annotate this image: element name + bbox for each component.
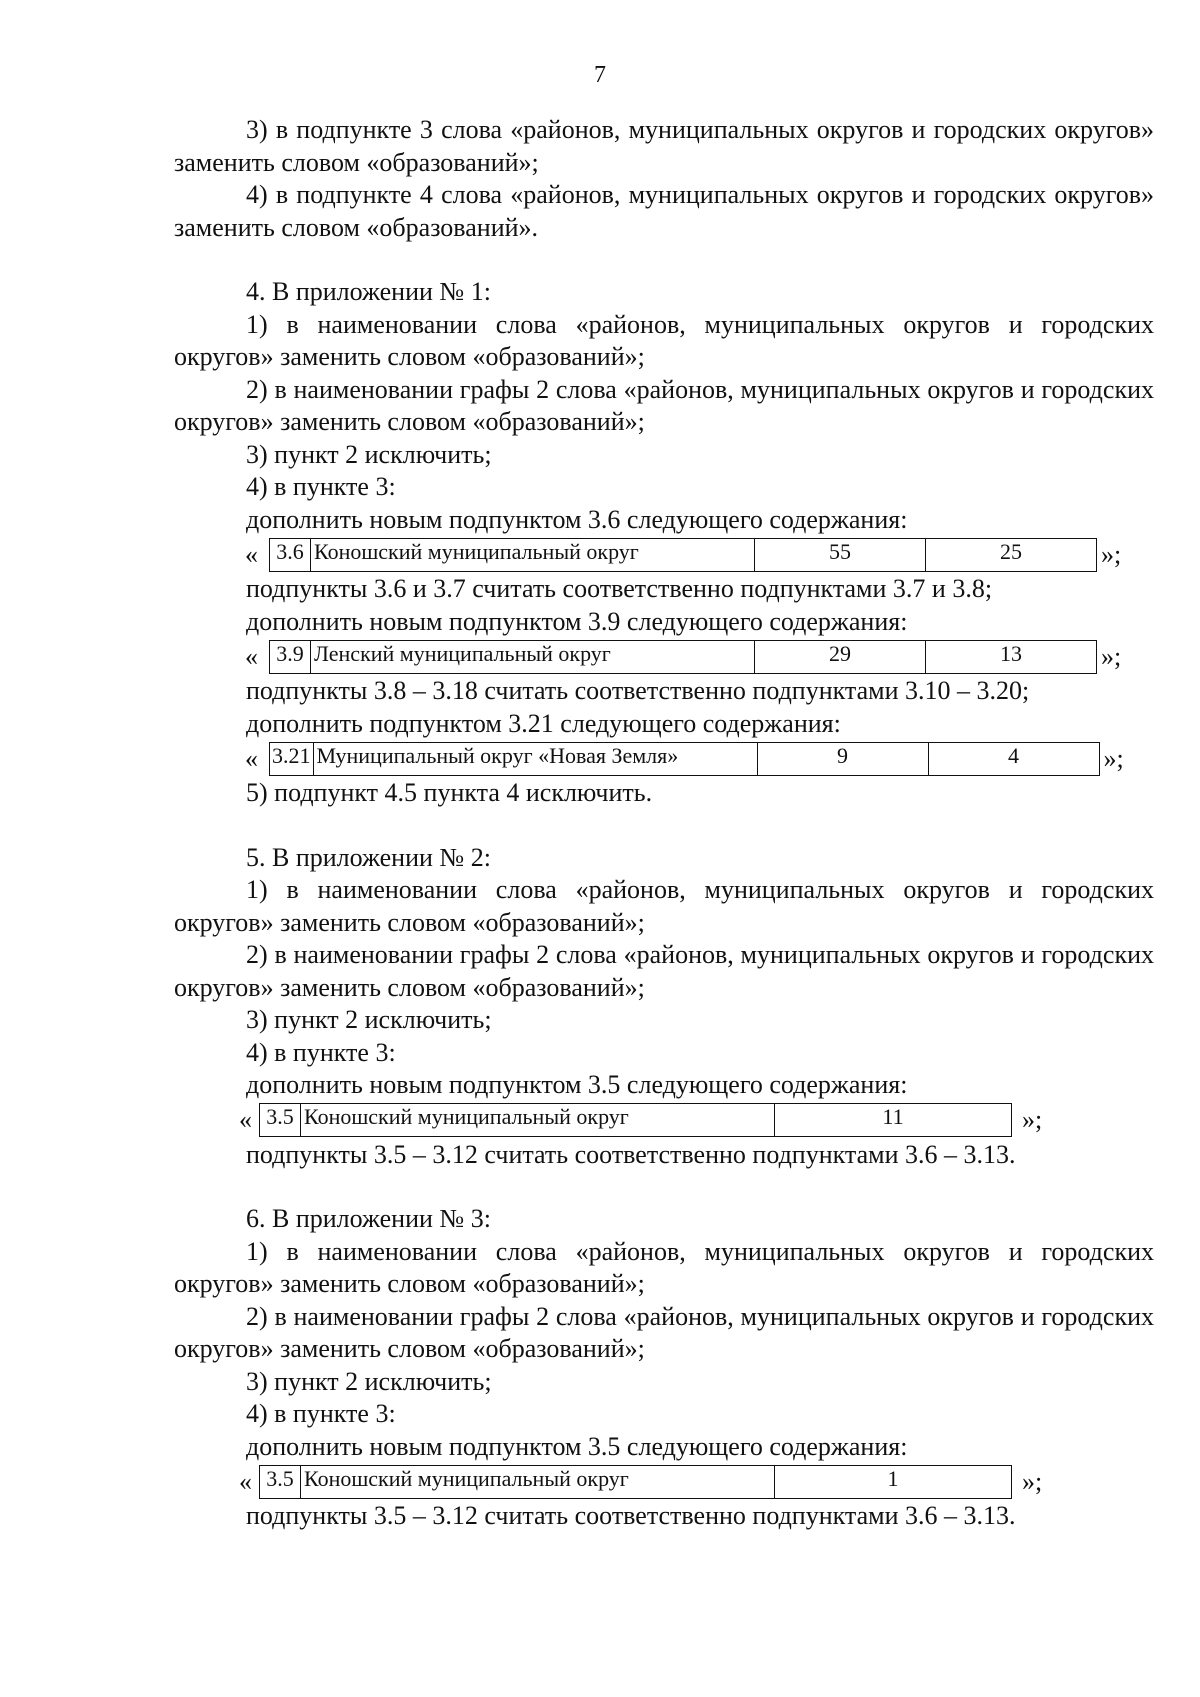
page-number: 7: [594, 62, 606, 88]
section-6-add-3-5: дополнить новым подпунктом 3.5 следующего содержания:: [246, 1431, 908, 1461]
section-6-heading: 6. В приложении № 3:: [246, 1204, 491, 1233]
open-quote: «: [245, 641, 258, 671]
close-quote: »;: [1103, 743, 1124, 773]
open-quote: «: [239, 1105, 252, 1134]
section-4-item-3: 3) пункт 2 исключить;: [246, 439, 492, 469]
section-6-item-1: 1) в наименовании слова «районов, муниципальных округов и городских округов» заменить словом «образований»;: [174, 1236, 1154, 1298]
open-quote: «: [245, 539, 258, 569]
row-value-2: 4: [928, 742, 1099, 775]
close-quote: »;: [1022, 1105, 1043, 1134]
section-6-item-2: 2) в наименовании графы 2 слова «районов, муниципальных округов и городских округов» заменить словом «образований»;: [174, 1301, 1154, 1363]
open-quote: «: [239, 1466, 252, 1496]
open-quote: «: [245, 743, 258, 773]
section-5-item-3: 3) пункт 2 исключить;: [246, 1005, 492, 1034]
section-4-item-1: 1) в наименовании слова «районов, муниципальных округов и городских округов» заменить словом «образований»;: [174, 309, 1154, 371]
inserted-row-3-21: [245, 741, 1154, 776]
row-number: 3.5: [260, 1104, 301, 1137]
section-4-add-3-6: дополнить новым подпунктом 3.6 следующего содержания:: [246, 504, 908, 534]
table-row-3-6: [269, 538, 1097, 572]
row-value-2: 13: [926, 640, 1097, 673]
section-4-renumber-2: подпункты 3.8 – 3.18 считать соответственно подпунктами 3.10 – 3.20;: [246, 676, 1030, 705]
table-row-3-21: [269, 742, 1100, 776]
paragraph-3-subitem-3: 3) в подпункте 3 слова «районов, муниципальных округов и городских округов» заменить словом «образований»;: [174, 115, 1154, 177]
row-number: 3.9: [270, 640, 311, 673]
row-name: Коношский муниципальный округ: [301, 1104, 775, 1137]
section-5-item-4: 4) в пункте 3:: [246, 1037, 396, 1067]
row-value-1: 11: [775, 1104, 1012, 1137]
inserted-row-3-9: [245, 639, 1154, 674]
close-quote: »;: [1022, 1466, 1043, 1496]
row-name: Муниципальный округ «Новая Земля»: [313, 742, 757, 775]
section-4-add-3-21: дополнить подпунктом 3.21 следующего содержания:: [246, 708, 841, 738]
close-quote: »;: [1101, 641, 1122, 671]
inserted-row-3-6: [245, 537, 1154, 572]
section-5-add-3-5: дополнить новым подпунктом 3.5 следующего содержания:: [246, 1070, 908, 1099]
section-5-renumber: подпункты 3.5 – 3.12 считать соответственно подпунктами 3.6 – 3.13.: [246, 1139, 1016, 1169]
row-name: Ленский муниципальный округ: [311, 640, 755, 673]
row-name: Коношский муниципальный округ: [311, 538, 755, 571]
section-6-renumber: подпункты 3.5 – 3.12 считать соответственно подпунктами 3.6 – 3.13.: [246, 1501, 1016, 1530]
table-row-3-9: [269, 640, 1097, 674]
section-4-item-4: 4) в пункте 3:: [246, 472, 396, 501]
row-number: 3.21: [270, 742, 314, 775]
section-4-add-3-9: дополнить новым подпунктом 3.9 следующего содержания:: [246, 606, 908, 636]
row-value-1: 9: [757, 742, 928, 775]
row-value-1: 1: [775, 1465, 1012, 1498]
section-4-item-2: 2) в наименовании графы 2 слова «районов, муниципальных округов и городских округов» заменить словом «образований»;: [174, 374, 1154, 436]
table-row-3-5: [259, 1465, 1012, 1499]
section-4-renumber-1: подпункты 3.6 и 3.7 считать соответственно подпунктами 3.7 и 3.8;: [246, 574, 993, 603]
close-quote: »;: [1101, 539, 1122, 569]
section-6-item-4: 4) в пункте 3:: [246, 1399, 396, 1428]
inserted-row-5-3-5: [239, 1103, 1154, 1138]
section-5-item-2: 2) в наименовании графы 2 слова «районов, муниципальных округов и городских округов» заменить словом «образований»;: [174, 940, 1154, 1002]
row-value-1: 29: [755, 640, 926, 673]
row-name: Коношский муниципальный округ: [301, 1465, 775, 1498]
row-value-1: 55: [755, 538, 926, 571]
table-row-3-5: [259, 1103, 1012, 1137]
paragraph-4-subitem-4: 4) в подпункте 4 слова «районов, муниципальных округов и городских округов» заменить словом «образований».: [174, 180, 1154, 242]
section-5-item-1: 1) в наименовании слова «районов, муниципальных округов и городских округов» заменить словом «образований»;: [174, 875, 1154, 937]
row-value-2: 25: [926, 538, 1097, 571]
inserted-row-6-3-5: [239, 1464, 1154, 1499]
section-4-item-5: 5) подпункт 4.5 пункта 4 исключить.: [246, 778, 653, 807]
row-number: 3.5: [260, 1465, 301, 1498]
section-6-item-3: 3) пункт 2 исключить;: [246, 1366, 492, 1396]
document-body: [174, 114, 1154, 1533]
row-number: 3.6: [270, 538, 311, 571]
section-5-heading: 5. В приложении № 2:: [246, 842, 491, 872]
section-4-heading: 4. В приложении № 1:: [246, 277, 491, 306]
